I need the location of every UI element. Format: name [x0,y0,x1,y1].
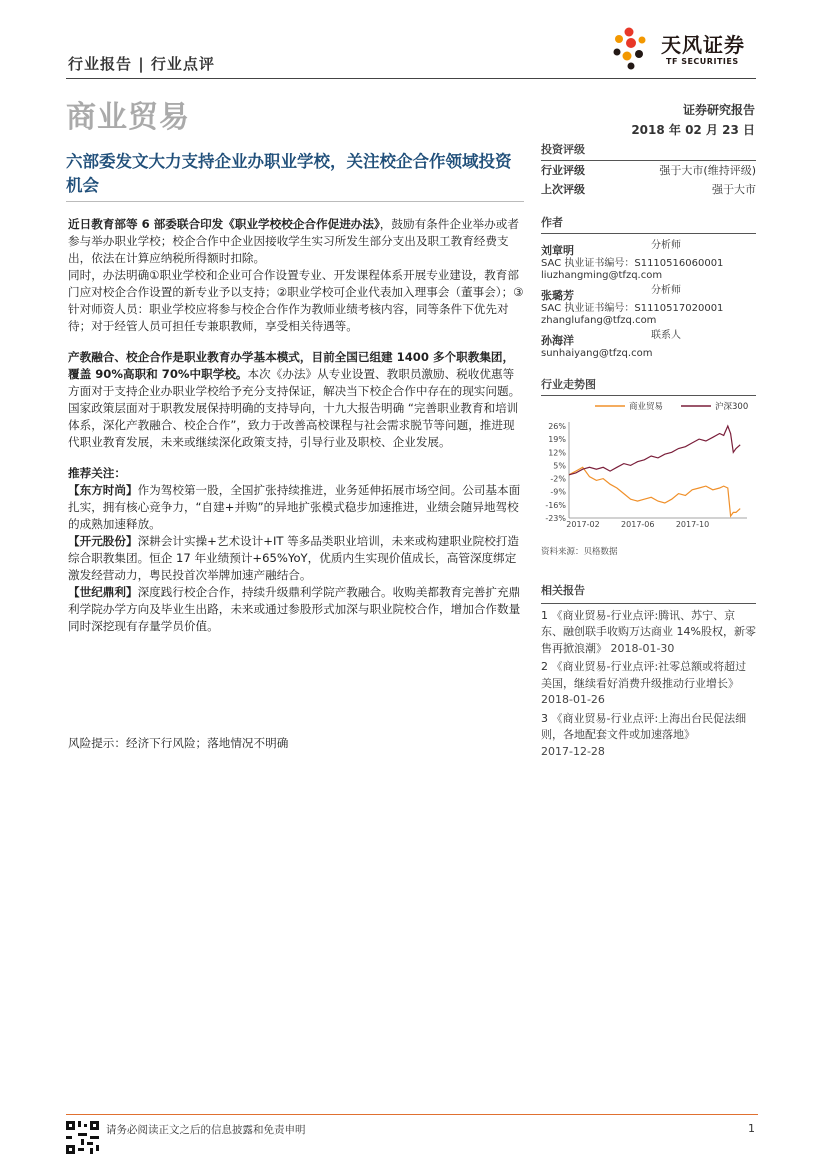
related-report-1[interactable]: 1 《商业贸易-行业点评:腾讯、苏宁、京东、融创联手收购万达商业 14%股权，新零售再掀浪潮》 2018-01-30 [541,608,756,655]
recommend-item-1-name: 【东方时尚】 [68,483,138,497]
series-line [569,467,740,516]
y-tick-label: -9% [550,487,566,497]
author-1-role: 分析师 [651,240,681,251]
footer-divider [66,1114,758,1115]
y-tick-label: -23% [545,514,566,523]
main-body [68,216,524,635]
trend-title: 行业走势图 [541,378,596,391]
x-tick-label: 2017-02 [566,520,600,529]
authors-title: 作者 [541,216,563,229]
brand-mark-icon [609,26,659,72]
rating-row-current-label: 行业评级 [541,164,585,177]
brand-logo [609,26,759,72]
recommend-item-3 [68,584,524,635]
footer-disclaimer: 请务必阅读正文之后的信息披露和免责申明 [106,1124,306,1136]
author-1 [541,239,756,282]
headline: 六部委发文大力支持企业办职业学校，关注校企合作领域投资机会 [66,152,512,195]
y-tick-label: 19% [548,435,566,445]
recommend-item-1 [68,482,524,533]
rating-row-previous-label: 上次评级 [541,183,585,196]
related-report-1-date: 2018-01-30 [610,641,675,655]
paragraph-2: 同时，办法明确①职业学校和企业可合作设置专业、开发课程体系开展专业建设，教育部门应对校企合作设置的新专业予以支持；②职业学校可企业代表加入理事会（董事会）；③针对师资人员：职业学校应将参与校企合作作为教师业绩考核内容，同等条件下优先对待；对于经管人员可担任专兼职教师，享受相关待遇等。 [68,268,524,333]
headline-divider [66,201,524,202]
trend-chart [541,396,756,536]
recommend-item-3-name: 【世纪鼎利】 [68,585,138,599]
rating-row-previous [541,180,756,199]
y-tick-label: 26% [548,422,566,431]
author-2 [541,284,756,327]
legend-label: 商业贸易 [629,402,664,412]
related-title: 相关报告 [541,584,585,597]
recommend-item-1-text: 作为驾校第一股，全国扩张持续推进，业务延伸拓展市场空间。公司基本面扎实，拥有核心竞争力，“自建+并购”的异地扩张模式稳步加速推进，业绩会随异地驾校的成熟加速释放。 [68,483,521,531]
sector-title: 商业贸易 [66,100,190,135]
qr-code-icon [66,1121,99,1154]
series-line [569,426,740,475]
paragraph-3-text: 本次《办法》从专业设置、教职员激励、税收优惠等方面对于支持企业办职业学校给予充分支持保证，解决当下校企合作中存在的现实问题。 [68,367,521,398]
paragraph-1 [68,216,524,267]
y-tick-label: -16% [545,500,566,510]
header-divider [66,78,756,79]
page-number: 1 [748,1122,755,1135]
recommend-title: 推荐关注： [68,466,126,480]
related-report-2-date: 2018-01-26 [541,693,605,706]
report-date: 2018 年 02 月 23 日 [631,123,755,137]
recommend-item-2-name: 【开元股份】 [68,534,138,548]
author-1-sac: SAC 执业证书编号：S1110516060001 [541,258,724,269]
author-3 [541,329,756,360]
y-tick-label: 12% [548,448,566,458]
related-report-2[interactable]: 2 《商业贸易-行业点评:社零总额或将超过美国，继续看好消费升级推动行业增长》 2018-01-26 [541,660,747,706]
related-report-3-date: 2017-12-28 [541,744,605,758]
rating-row-previous-value: 强于大市 [712,183,756,196]
x-tick-label: 2017-06 [621,520,655,529]
chart-source: 资料来源：贝格数据 [541,547,618,557]
legend-label: 沪深300 [715,402,749,412]
rating-panel [541,141,756,199]
paragraph-1-lead: 近日教育部等 6 部委联合印发《职业学校校企合作促进办法》 [68,217,380,231]
author-1-name: 刘章明 [541,244,574,257]
authors-panel [541,214,756,360]
report-kind: 证券研究报告 [682,103,755,117]
paragraph-3 [68,349,524,400]
paragraph-4: 国家政策层面对于职教发展保持明确的支持导向，十九大报告明确 “完善职业教育和培训体系，深化产教融合、校企合作”，致力于改善高校课程与社会需求脱节等问题，推进现代职业教育发展，未来或继续深化政策支持，引导行业及职校、企业发展。 [68,401,519,449]
x-tick-label: 2017-10 [675,520,710,529]
related-report-3[interactable]: 3 《商业贸易-行业点评:上海出台民促法细则，各地配套文件或加速落地》 2017-12-28 [541,711,747,758]
paragraph-1-text: ，鼓励有条件企业举办或者参与举办职业学校；校企合作中企业因接收学生实习所发生部分支出及职工教育经费支出，依法在计算应纳税所得额时扣除。 [68,217,519,265]
author-3-role: 联系人 [651,330,681,341]
author-1-email[interactable]: liuzhangming@tfzq.com [541,270,663,281]
risk-notice: 风险提示：经济下行风险；落地情况不明确 [68,736,289,750]
author-3-name: 孙海洋 [541,334,574,347]
report-type: 行业报告 | 行业点评 [68,55,215,73]
author-3-email[interactable]: sunhaiyang@tfzq.com [541,348,653,359]
brand-name-cn: 天风证券 [661,33,745,57]
author-2-sac: SAC 执业证书编号：S1110517020001 [541,303,724,314]
paragraph-3-lead: 产教融合、校企合作是职业教育办学基本模式，目前全国已组建 1400 多个职教集团，覆盖 90%高职和 70%中职学校。 [68,350,515,381]
recommend-item-2-text: 深耕会计实操+艺术设计+IT 等多品类职业培训，未来或构建职业院校打造综合职教集团。恒企 17 年业绩预计+65%YoY，优质内生实现价值成长，高管深度绑定激发经营动力，粤民投首次举牌加速产融结合。 [68,534,520,582]
trend-chart-svg [541,396,756,536]
y-tick-label: 5% [553,461,566,471]
rating-row-current-value: 强于大市(维持评级) [659,164,756,177]
recommend-item-2 [68,533,524,584]
author-2-email[interactable]: zhanglufang@tfzq.com [541,315,657,326]
rating-row-current [541,161,756,180]
recommend-item-3-text: 深度践行校企合作，持续升级鼎利学院产教融合。收购美都教育完善扩充鼎利学院办学方向及毕业生出路，未来或通过参股形式加深与职业院校合作，增加合作数量同时深挖现有存量学员价值。 [68,585,521,633]
related-panel [541,583,756,762]
brand-name-en: TF SECURITIES [666,57,739,66]
y-tick-label: -2% [550,474,566,484]
author-2-role: 分析师 [651,285,681,296]
rating-title: 投资评级 [541,143,585,156]
author-2-name: 张璐芳 [541,289,574,302]
trend-panel [541,376,756,396]
